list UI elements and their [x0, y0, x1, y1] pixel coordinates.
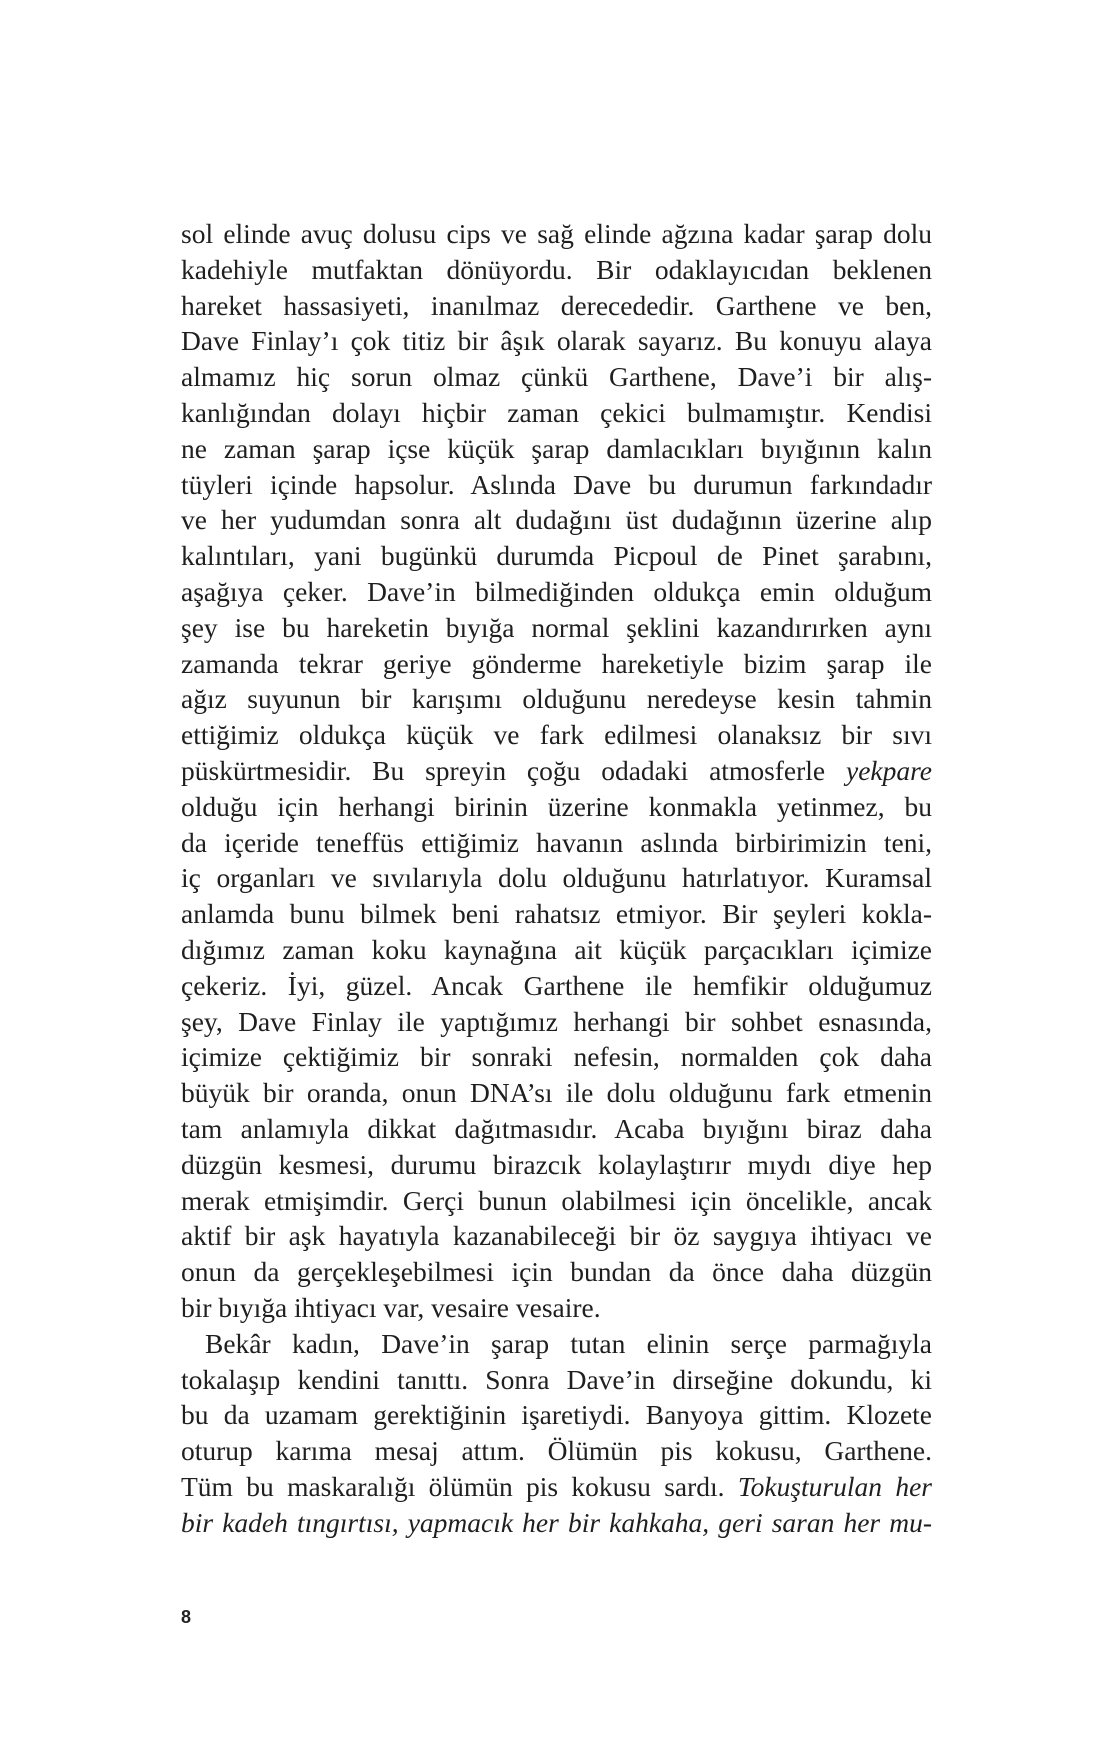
text-line — [181, 753, 932, 789]
text-line — [181, 431, 932, 467]
text-segment: zamanda tekrar geriye gönderme hareketiyle bizim şarap ile — [181, 647, 932, 679]
text-segment: da içeride teneffüs ettiğimiz havanın aslında birbirimizin teni, — [181, 826, 932, 858]
text-line — [181, 1075, 932, 1111]
italic-text: yekpare — [845, 754, 932, 786]
text-line — [181, 1254, 932, 1290]
text-line — [181, 646, 932, 682]
text-line — [181, 1362, 932, 1398]
text-segment: tokalaşıp kendini tanıttı. Sonra Dave’in dirseğine dokundu, ki — [181, 1363, 932, 1395]
text-segment: Tüm bu maskaralığı ölümün pis kokusu sardı. — [181, 1470, 738, 1502]
text-segment: sol elinde avuç dolusu cips ve sağ elinde ağzına kadar şarap dolu — [181, 218, 932, 249]
text-segment: çekeriz. İyi, güzel. Ancak Garthene ile hemfikir olduğumuz — [181, 969, 932, 1001]
text-segment: ettiğimiz oldukça küçük ve fark edilmesi olanaksız bir sıvı — [181, 719, 932, 751]
text-segment: Dave Finlay’ı çok titiz bir âşık olarak sayarız. Bu konuyu alaya — [181, 325, 932, 357]
italic-text: bir kadeh tıngırtısı, yapmacık her bir kahkaha, geri saran her mu- — [181, 1506, 932, 1538]
text-line — [181, 932, 932, 968]
text-line — [181, 1218, 932, 1254]
text-segment: onun da gerçekleşebilmesi için bundan da önce daha düzgün — [181, 1256, 932, 1288]
text-line — [181, 538, 932, 574]
text-line — [181, 467, 932, 503]
text-segment: aşağıya çeker. Dave’in bilmediğinden oldukça emin olduğum — [181, 575, 932, 607]
text-segment: ve her yudumdan sonra alt dudağını üst dudağının üzerine alıp — [181, 504, 932, 536]
text-line — [181, 359, 932, 395]
text-line — [181, 288, 932, 324]
text-segment: Bekâr kadın, Dave’in şarap tutan elinin serçe parmağıyla — [205, 1327, 932, 1359]
text-segment: almamız hiç sorun olmaz çünkü Garthene, Dave’i bir alış- — [181, 361, 932, 393]
text-line — [181, 610, 932, 646]
text-segment: ne zaman şarap içse küçük şarap damlacıkları bıyığının kalın — [181, 432, 932, 464]
text-segment: tüyleri içinde hapsolur. Aslında Dave bu durumun farkındadır — [181, 468, 932, 500]
text-line — [181, 1326, 932, 1362]
text-line — [181, 1183, 932, 1219]
text-segment: iç organları ve sıvılarıyla dolu olduğunu hatırlatıyor. Kuramsal — [181, 862, 932, 894]
text-segment: düzgün kesmesi, durumu birazcık kolaylaştırır mıydı diye hep — [181, 1148, 932, 1180]
text-line — [181, 1469, 932, 1505]
text-segment: ağız suyunun bir karışımı olduğunu neredeyse kesin tahmin — [181, 683, 932, 715]
text-segment: oturup karıma mesaj attım. Ölümün pis kokusu, Garthene. — [181, 1435, 932, 1467]
text-segment: hareket hassasiyeti, inanılmaz derecededir. Garthene ve ben, — [181, 289, 932, 321]
text-segment: olduğu için herhangi birinin üzerine konmakla yetinmez, bu — [181, 790, 932, 822]
text-line — [181, 825, 932, 861]
text-line — [181, 574, 932, 610]
text-line — [181, 789, 932, 825]
text-segment: püskürtmesidir. Bu spreyin çoğu odadaki atmosferle — [181, 754, 846, 786]
text-segment: kanlığından dolayı hiçbir zaman çekici bulmamıştır. Kendisi — [181, 396, 932, 428]
text-segment: merak etmişimdir. Gerçi bunun olabilmesi için öncelikle, ancak — [181, 1184, 932, 1216]
text-segment: bir bıyığa ihtiyacı var, vesaire vesaire. — [181, 1291, 601, 1323]
text-line — [181, 216, 932, 252]
text-line — [181, 502, 932, 538]
text-line — [181, 717, 932, 753]
italic-text: Tokuşturulan her — [737, 1470, 932, 1502]
text-segment: kalıntıları, yani bugünkü durumda Picpoul de Pinet şarabını, — [181, 540, 932, 572]
text-line — [181, 1147, 932, 1183]
text-segment: aktif bir aşk hayatıyla kazanabileceği bir öz saygıya ihtiyacı ve — [181, 1220, 932, 1252]
text-segment: bu da uzamam gerektiğinin işaretiydi. Banyoya gittim. Klozete — [181, 1399, 932, 1431]
text-segment: büyük bir oranda, onun DNA’sı ile dolu olduğunu fark etmenin — [181, 1077, 932, 1109]
text-line — [181, 1111, 932, 1147]
text-line — [181, 252, 932, 288]
text-line — [181, 1290, 932, 1326]
text-line — [181, 323, 932, 359]
text-segment: şey ise bu hareketin bıyığa normal şeklini kazandırırken aynı — [181, 611, 932, 643]
text-line — [181, 1039, 932, 1075]
text-line — [181, 860, 932, 896]
text-line — [181, 896, 932, 932]
text-segment: dığımız zaman koku kaynağına ait küçük parçacıkları içimize — [181, 933, 932, 965]
text-segment: kadehiyle mutfaktan dönüyordu. Bir odaklayıcıdan beklenen — [181, 253, 932, 285]
text-line — [181, 395, 932, 431]
page-number: 8 — [181, 1607, 192, 1627]
text-line — [181, 1505, 932, 1541]
text-line — [181, 1004, 932, 1040]
text-line — [181, 968, 932, 1004]
text-segment: anlamda bunu bilmek beni rahatsız etmiyor. Bir şeyleri kokla- — [181, 898, 932, 930]
text-segment: tam anlamıyla dikkat dağıtmasıdır. Acaba bıyığını biraz daha — [181, 1112, 932, 1144]
text-line — [181, 681, 932, 717]
text-segment: içimize çektiğimiz bir sonraki nefesin, normalden çok daha — [181, 1041, 932, 1073]
text-line — [181, 1433, 932, 1469]
text-line — [181, 1397, 932, 1433]
body-text — [181, 216, 932, 1540]
text-segment: şey, Dave Finlay ile yaptığımız herhangi bir sohbet esnasında, — [181, 1005, 932, 1037]
